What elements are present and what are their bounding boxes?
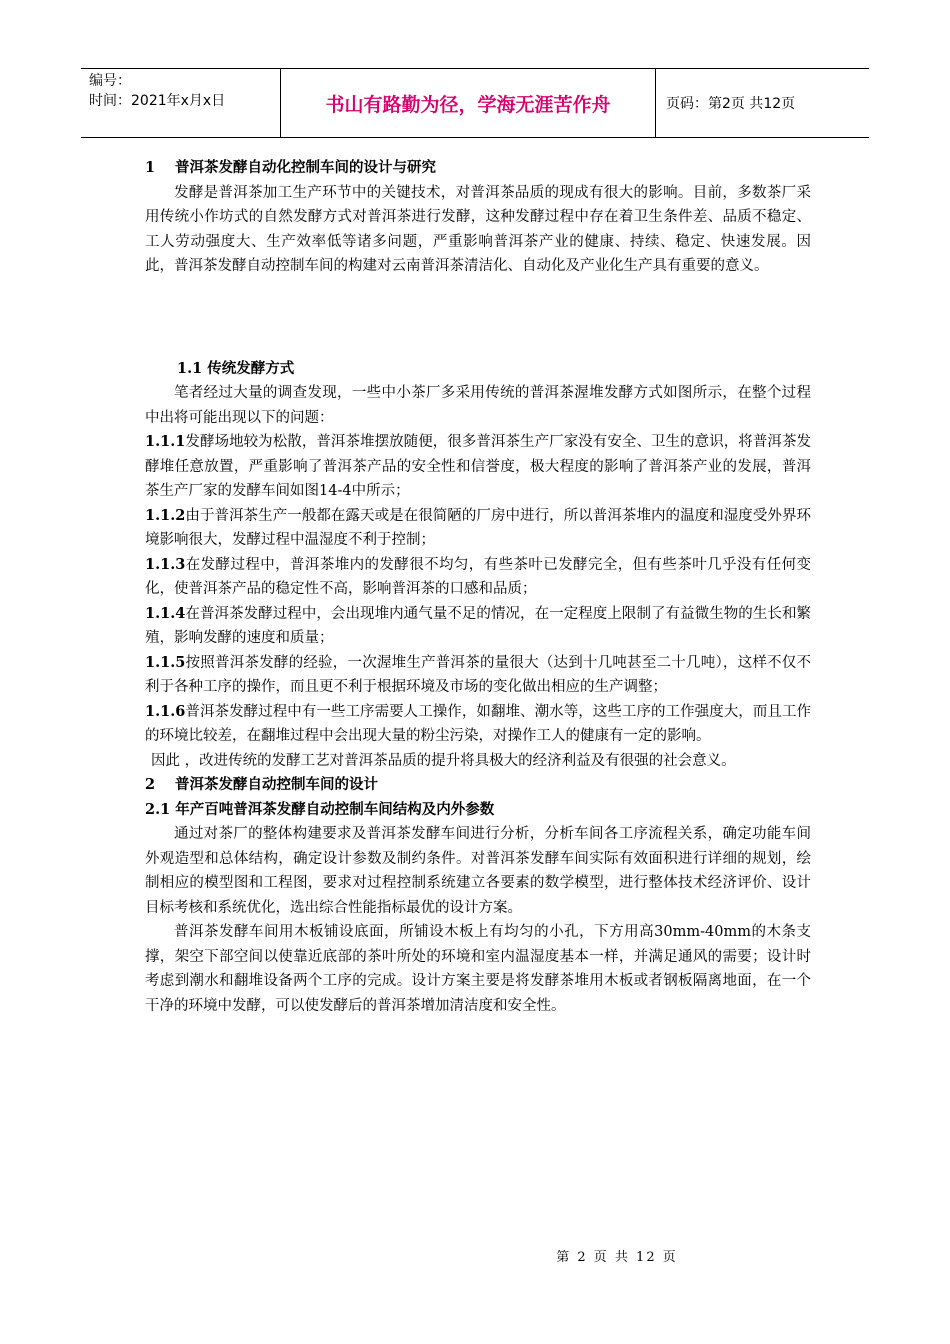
section-2-1-paragraph-1: 通过对茶厂的整体构建要求及普洱茶发酵车间进行分析，分析车间各工序流程关系，确定功能车间外观造型和总体结构，确定设计参数及制约条件。对普洱茶发酵车间实际有效面积进行详细的规划，绘制相应的模型图和工程图，要求对过程控制系统建立各要素的数学模型，进行整体技术经济评价、设计目标考核和系统优化，选出综合性能指标最优的设计方案。 xyxy=(145,826,811,916)
list-item xyxy=(145,651,811,700)
section-1-number: 1 xyxy=(145,159,156,176)
section-1-heading xyxy=(145,156,811,181)
section-2-title: 普洱茶发酵自动控制车间的设计 xyxy=(175,776,378,793)
section-2-1-heading: 2.1 年产百吨普洱茶发酵自动控制车间结构及内外参数 xyxy=(145,800,495,818)
list-item xyxy=(145,700,811,749)
page-footer: 第 2 页 共 12 页 xyxy=(556,1250,678,1265)
item-number: 1.1.5 xyxy=(145,653,186,671)
item-number: 1.1.4 xyxy=(145,604,186,622)
section-1-title: 普洱茶发酵自动化控制车间的设计与研究 xyxy=(175,159,436,176)
item-text: 由于普洱茶生产一般都在露天或是在很简陋的厂房中进行，所以普洱茶堆内的温度和湿度受外界环境影响很大，发酵过程中温湿度不利于控制； xyxy=(145,507,811,548)
section-2-heading xyxy=(145,773,811,798)
header-meta xyxy=(81,69,281,137)
item-number: 1.1.1 xyxy=(145,433,186,450)
conclusion-paragraph: 因此 ，改进传统的发酵工艺对普洱茶品质的提升将具极大的经济利益及有很强的社会意义。 xyxy=(151,752,736,769)
list-item xyxy=(145,553,811,602)
section-2-number: 2 xyxy=(145,776,156,793)
number-label: 编号： xyxy=(89,73,131,89)
item-number: 1.1.6 xyxy=(145,702,186,720)
item-text: 普洱茶发酵过程中有一些工序需要人工操作，如翻堆、潮水等，这些工序的工作强度大，而且工作的环境比较差，在翻堆过程中会出现大量的粉尘污染，对操作工人的健康有一定的影响。 xyxy=(145,703,811,744)
section-1-paragraph: 发酵是普洱茶加工生产环节中的关键技术，对普洱茶品质的现成有很大的影响。目前，多数茶厂采用传统小作坊式的自然发酵方式对普洱茶进行发酵，这种发酵过程中存在着卫生条件差、品质不稳定、工人劳动强度大、生产效率低等诸多问题，严重影响普洱茶产业的健康、持续、稳定、快速发展。因此，普洱茶发酵自动控制车间的构建对云南普洱茶清洁化、自动化及产业化生产具有重要的意义。 xyxy=(145,184,811,274)
list-item xyxy=(145,602,811,651)
document-body xyxy=(145,156,811,1018)
item-number: 1.1.2 xyxy=(145,506,186,524)
item-number: 1.1.3 xyxy=(145,555,186,573)
section-2-1-paragraph-2: 普洱茶发酵车间用木板铺设底面，所铺设木板上有均匀的小孔，下方用高30mm-40mm的木条支撑，架空下部空间以使靠近底部的茶叶所处的环境和室内温湿度基本一样，并满足通风的需要；设计时考虑到潮水和翻堆设备两个工序的完成。设计方案主要是将发酵茶堆用木板或者钢板隔离地面，在一个干净的环境中发酵，可以使发酵后的普洱茶增加清洁度和安全性。 xyxy=(145,924,811,1014)
list-item xyxy=(145,430,811,504)
item-text: 按照普洱茶发酵的经验，一次渥堆生产普洱茶的量很大（达到十几吨甚至二十几吨），这样不仅不利于各种工序的操作，而且更不利于根据环境及市场的变化做出相应的生产调整； xyxy=(145,654,811,695)
item-text: 在普洱茶发酵过程中，会出现堆内通气量不足的情况，在一定程度上限制了有益微生物的生长和繁殖，影响发酵的速度和质量； xyxy=(145,605,811,646)
time-label: 时间：2021年x月x日 xyxy=(89,93,226,109)
item-text: 发酵场地较为松散，普洱茶堆摆放随便，很多普洱茶生产厂家没有安全、卫生的意识，将普洱茶发酵堆任意放置，严重影响了普洱茶产品的安全性和信誉度，极大程度的影响了普洱茶产业的发展，普洱茶生产厂家的发酵车间如图14-4中所示； xyxy=(145,434,811,499)
page-header xyxy=(81,68,869,138)
section-1-1-paragraph: 笔者经过大量的调查发现，一些中小茶厂多采用传统的普洱茶渥堆发酵方式如图所示，在整个过程中出将可能出现以下的问题： xyxy=(145,385,811,426)
list-item xyxy=(145,504,811,553)
header-page-info: 页码：第2页 共12页 xyxy=(666,96,796,112)
section-1-1-heading: 1.1 传统发酵方式 xyxy=(177,359,295,377)
header-motto: 书山有路勤为径，学海无涯苦作舟 xyxy=(281,69,656,137)
item-text: 在发酵过程中，普洱茶堆内的发酵很不均匀，有些茶叶已发酵完全，但有些茶叶几乎没有任何变化，使普洱茶产品的稳定性不高，影响普洱茶的口感和品质； xyxy=(145,556,811,597)
